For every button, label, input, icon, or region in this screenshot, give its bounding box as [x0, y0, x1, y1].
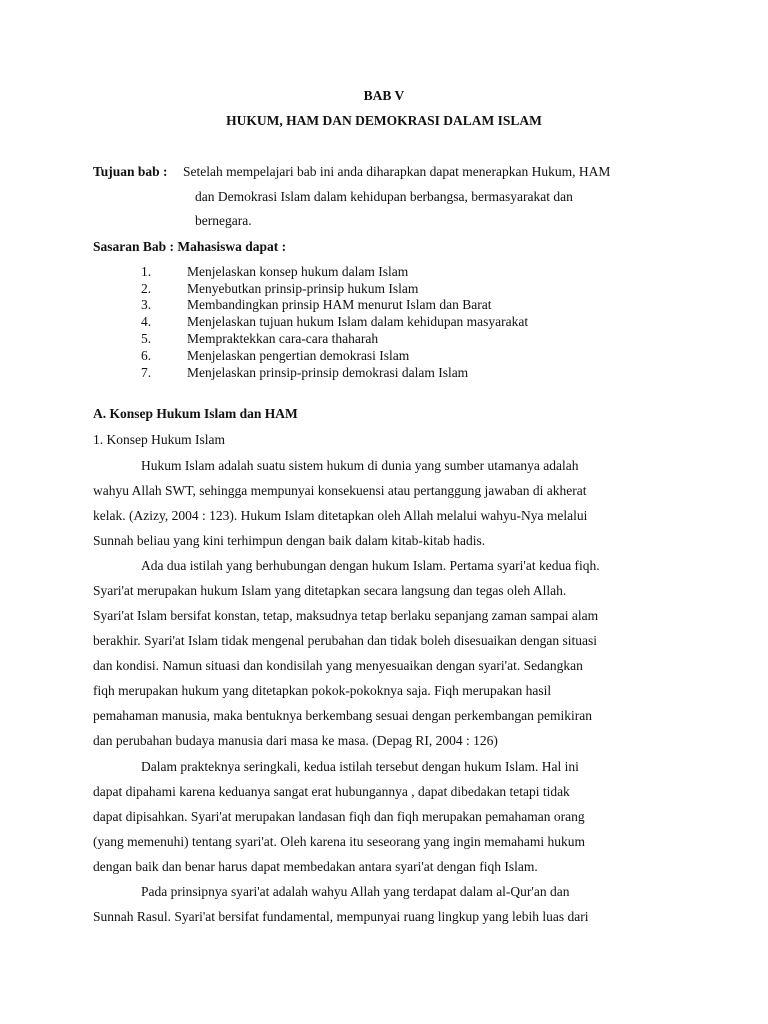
list-item-text: Menyebutkan prinsip-prinsip hukum Islam — [187, 281, 419, 296]
tujuan-label: Tujuan bab : — [93, 164, 168, 179]
list-item-number: 5. — [141, 331, 152, 346]
list-item-text: Menjelaskan tujuan hukum Islam dalam kehidupan masyarakat — [187, 314, 529, 329]
body-line: Syari'at Islam bersifat konstan, tetap, maksudnya tetap berlaku sepanjang zaman sampai alam — [93, 608, 599, 623]
body-line: dapat dipahami karena keduanya sangat erat hubungannya , dapat dibedakan tetapi tidak — [93, 784, 570, 799]
body-line: Sunnah beliau yang kini terhimpun dengan baik dalam kitab-kitab hadis. — [93, 533, 486, 548]
tujuan-text-line: bernegara. — [195, 213, 252, 228]
body-line: dapat dipisahkan. Syari'at merupakan landasan fiqh dan fiqh merupakan pemahaman orang — [93, 809, 585, 824]
sasaran-label: Sasaran Bab : Mahasiswa dapat : — [93, 239, 287, 254]
body-line: kelak. (Azizy, 2004 : 123). Hukum Islam ditetapkan oleh Allah melalui wahyu-Nya melalui — [93, 508, 588, 523]
list-item-text: Menjelaskan pengertian demokrasi Islam — [187, 348, 410, 363]
list-item-text: Menjelaskan konsep hukum dalam Islam — [187, 264, 409, 279]
body-line: Syari'at merupakan hukum Islam yang ditetapkan secara langsung dan tegas oleh Allah. — [93, 583, 567, 598]
list-item-number: 1. — [141, 264, 152, 279]
chapter-heading: BAB V — [363, 88, 405, 103]
list-item-number: 3. — [141, 297, 152, 312]
list-item-number: 7. — [141, 365, 152, 380]
list-item-number: 4. — [141, 314, 152, 329]
body-line: Sunnah Rasul. Syari'at bersifat fundamental, mempunyai ruang lingkup yang lebih luas dari — [93, 909, 589, 924]
body-line: fiqh merupakan hukum yang ditetapkan pokok-pokoknya saja. Fiqh merupakan hasil — [93, 683, 552, 698]
body-line: (yang memenuhi) tentang syari'at. Oleh karena itu seseorang yang ingin memahami hukum — [93, 834, 586, 849]
body-line: Ada dua istilah yang berhubungan dengan hukum Islam. Pertama syari'at kedua fiqh. — [141, 558, 600, 573]
list-item-text: Membandingkan prinsip HAM menurut Islam dan Barat — [187, 297, 492, 312]
list-item-text: Menjelaskan prinsip-prinsip demokrasi dalam Islam — [187, 365, 469, 380]
body-line: pemahaman manusia, maka bentuknya berkembang sesuai dengan perkembangan pemikiran — [93, 708, 592, 723]
tujuan-text-line: Setelah mempelajari bab ini anda diharapkan dapat menerapkan Hukum, HAM — [183, 164, 611, 179]
body-line: berakhir. Syari'at Islam tidak mengenal perubahan dan tidak boleh disesuaikan dengan situasi — [93, 633, 598, 648]
chapter-title: HUKUM, HAM DAN DEMOKRASI DALAM ISLAM — [226, 113, 542, 128]
list-item-number: 2. — [141, 281, 152, 296]
section-heading: A. Konsep Hukum Islam dan HAM — [93, 406, 298, 421]
body-line: Dalam prakteknya seringkali, kedua istilah tersebut dengan hukum Islam. Hal ini — [141, 759, 579, 774]
body-line: Hukum Islam adalah suatu sistem hukum di dunia yang sumber utamanya adalah — [141, 458, 579, 473]
body-line: dan perubahan budaya manusia dari masa ke masa. (Depag RI, 2004 : 126) — [93, 733, 498, 748]
list-item-text: Mempraktekkan cara-cara thaharah — [187, 331, 379, 346]
list-item-number: 6. — [141, 348, 152, 363]
body-line: Pada prinsipnya syari'at adalah wahyu Allah yang terdapat dalam al-Qur'an dan — [141, 884, 570, 899]
tujuan-text-line: dan Demokrasi Islam dalam kehidupan berbangsa, bermasyarakat dan — [195, 189, 573, 204]
body-line: dan kondisi. Namun situasi dan kondisilah yang menyesuaikan dengan syari'at. Sedangkan — [93, 658, 583, 673]
body-line: dengan baik dan benar harus dapat membedakan antara syari'at dengan fiqh Islam. — [93, 859, 538, 874]
subsection-heading: 1. Konsep Hukum Islam — [93, 432, 225, 447]
body-line: wahyu Allah SWT, sehingga mempunyai konsekuensi atau pertanggung jawaban di akherat — [93, 483, 587, 498]
